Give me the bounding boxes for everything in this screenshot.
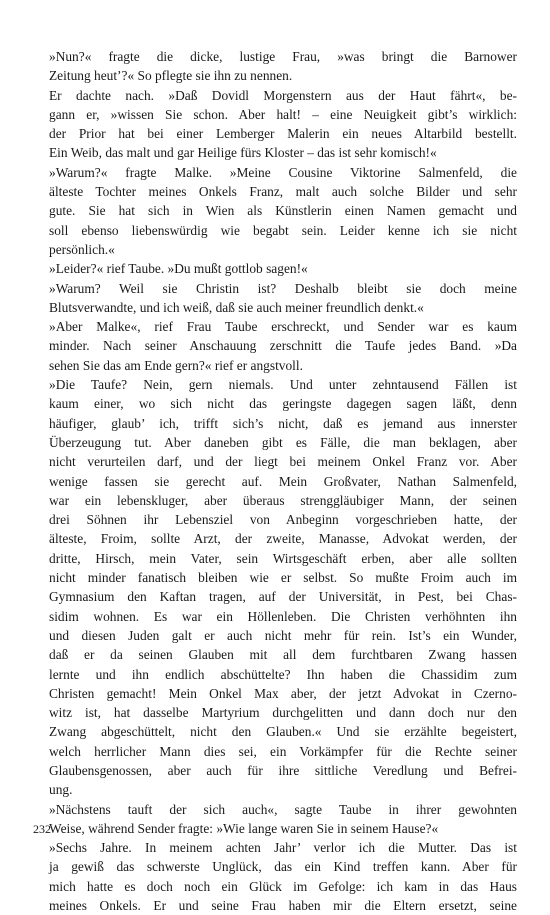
paragraph [33, 47, 517, 86]
text-line: Ein Weib, das malt und gar Heilige fürs Kloster – das ist sehr komisch!« [49, 145, 437, 161]
text-line: sidim wohnen. Es war ein Höllenleben. Die Christen verhöhnten ihn [49, 608, 517, 624]
page-body-text [33, 47, 517, 915]
text-line: gute. Sie hat sich in Wien als Künstlerin einen Namen gemacht und [49, 203, 517, 219]
page-number: 232 [33, 822, 51, 836]
paragraph [33, 259, 517, 278]
text-line: gann er, »wissen Sie schon. Aber halt! – eine Neuigkeit gibt’s wirklich: [49, 106, 517, 122]
text-line: Er dachte nach. »Daß Dovidl Morgenstern aus der Haut fährt«, be- [49, 87, 517, 103]
text-line: kaum einer, wo sich nicht das geringste dagegen sagen läßt, denn [49, 396, 517, 412]
text-line: daß er da seinen Glauben mit all dem furchtbaren Zwang hassen [49, 647, 517, 663]
text-line: ung. [49, 782, 73, 798]
text-line: »Nächstens tauft der sich auch«, sagte Taube in ihrer gewohnten [49, 801, 517, 817]
text-line: meines Onkels. Er und seine Frau haben mir die Eltern ersetzt, seine [49, 898, 517, 914]
text-line: der Prior hat bei einer Lemberger Malerin ein neues Altarbild bestellt. [49, 126, 517, 142]
paragraph [33, 163, 517, 259]
text-line: älteste Tochter meines Onkels Franz, malt auch solche Bilder und sehr [49, 184, 517, 200]
text-line: nicht minder fanatisch bleiben wie er selbst. So mußte Froim auch im [49, 570, 517, 586]
paragraph [33, 279, 517, 318]
text-line: Zwang abgeschüttelt, nicht den Glauben.« Und sie erzählte begeistert, [49, 724, 517, 740]
paragraph [33, 800, 517, 839]
text-line: mich hatte es doch noch ein Glück im Gefolge: ich kam in das Haus [49, 878, 517, 894]
text-line: und diesen Juden galt er auch nicht mehr für rein. Ist’s ein Wunder, [49, 627, 517, 643]
text-line: Gymnasium den Kaftan tragen, auf der Universität, in Pest, bei Chas- [49, 589, 517, 605]
text-line: war ein lebenskluger, aber überaus strenggläubiger Mann, der seinen [49, 492, 517, 508]
text-line: Christen gemacht! Mein Onkel Max aber, der jetzt Advokat in Czerno- [49, 685, 517, 701]
text-line: wenige fassen sie gerecht auf. Mein Großvater, Nathan Salmenfeld, [49, 473, 517, 489]
text-line: nicht verurteilen darf, und der liegt bei meinem Onkel Franz vor. Aber [49, 454, 517, 470]
text-line: soll ebenso liebenswürdig wie begabt sein. Leider kenne ich sie nicht [49, 222, 517, 238]
text-line: »Die Taufe? Nein, gern niemals. Und unter zehntausend Fällen ist [49, 377, 517, 393]
text-line: Blutsverwandte, und ich weiß, daß sie auch meiner freundlich denkt.« [49, 299, 424, 315]
paragraph [33, 838, 517, 915]
text-line: minder. Nach seiner Anschauung zerschnitt die Taufe jedes Band. »Da [49, 338, 517, 354]
text-line: lernte und ihn endlich abschüttelte? Ihn haben die Chassidim zum [49, 666, 517, 682]
text-line: drei Söhnen ihr Lebensziel von Anbeginn vorgeschrieben hatte, der [49, 512, 517, 528]
text-line: häufiger, glaub’ ich, trifft sich’s nicht, daß es jemand aus innerster [49, 415, 517, 431]
paragraph [33, 86, 517, 163]
text-line: »Warum? Weil sie Christin ist? Deshalb bleibt sie doch meine [49, 280, 517, 296]
paragraph [33, 375, 517, 800]
text-line: persönlich.« [49, 241, 115, 257]
text-line: älteste, Froim, sollte Arzt, der zweite, Manasse, Advokat werden, der [49, 531, 517, 547]
text-line: ja gewiß das schwerste Unglück, das ein Kind treffen kann. Aber für [49, 859, 517, 875]
text-line: sehen Sie das am Ende gern?« rief er angstvoll. [49, 357, 303, 373]
text-line: »Sechs Jahre. In meinem achten Jahr’ verlor ich die Mutter. Das ist [49, 840, 517, 856]
text-line: »Aber Malke«, rief Frau Taube erschreckt, und Sender war es kaum [49, 319, 517, 335]
paragraph [33, 317, 517, 375]
text-line: Glaubensgenossen, aber auch für ihre sittliche Veredlung und Befrei- [49, 762, 517, 778]
text-line: »Nun?« fragte die dicke, lustige Frau, »was bringt die Barnower [49, 49, 517, 64]
text-line: »Warum?« fragte Malke. »Meine Cousine Viktorine Salmenfeld, die [49, 164, 517, 180]
text-line: witz ist, hat dasselbe Martyrium durchgelitten und dann doch nur den [49, 705, 517, 721]
text-line: Überzeugung tut. Aber daneben gibt es Fälle, die man beklagen, aber [49, 434, 517, 450]
text-line: Weise, während Sender fragte: »Wie lange waren Sie in seinem Hause?« [49, 820, 439, 836]
text-line: »Leider?« rief Taube. »Du mußt gottlob sagen!« [49, 261, 308, 277]
text-line: dritte, Hirsch, mein Vater, sein Wirtsgeschäft erben, aber alle sollten [49, 550, 517, 566]
text-line: Zeitung heut’?« So pflegte sie ihn zu nennen. [49, 68, 293, 84]
text-line: welch herrlicher Mann dies sei, ein Vorkämpfer für die Rechte seiner [49, 743, 517, 759]
